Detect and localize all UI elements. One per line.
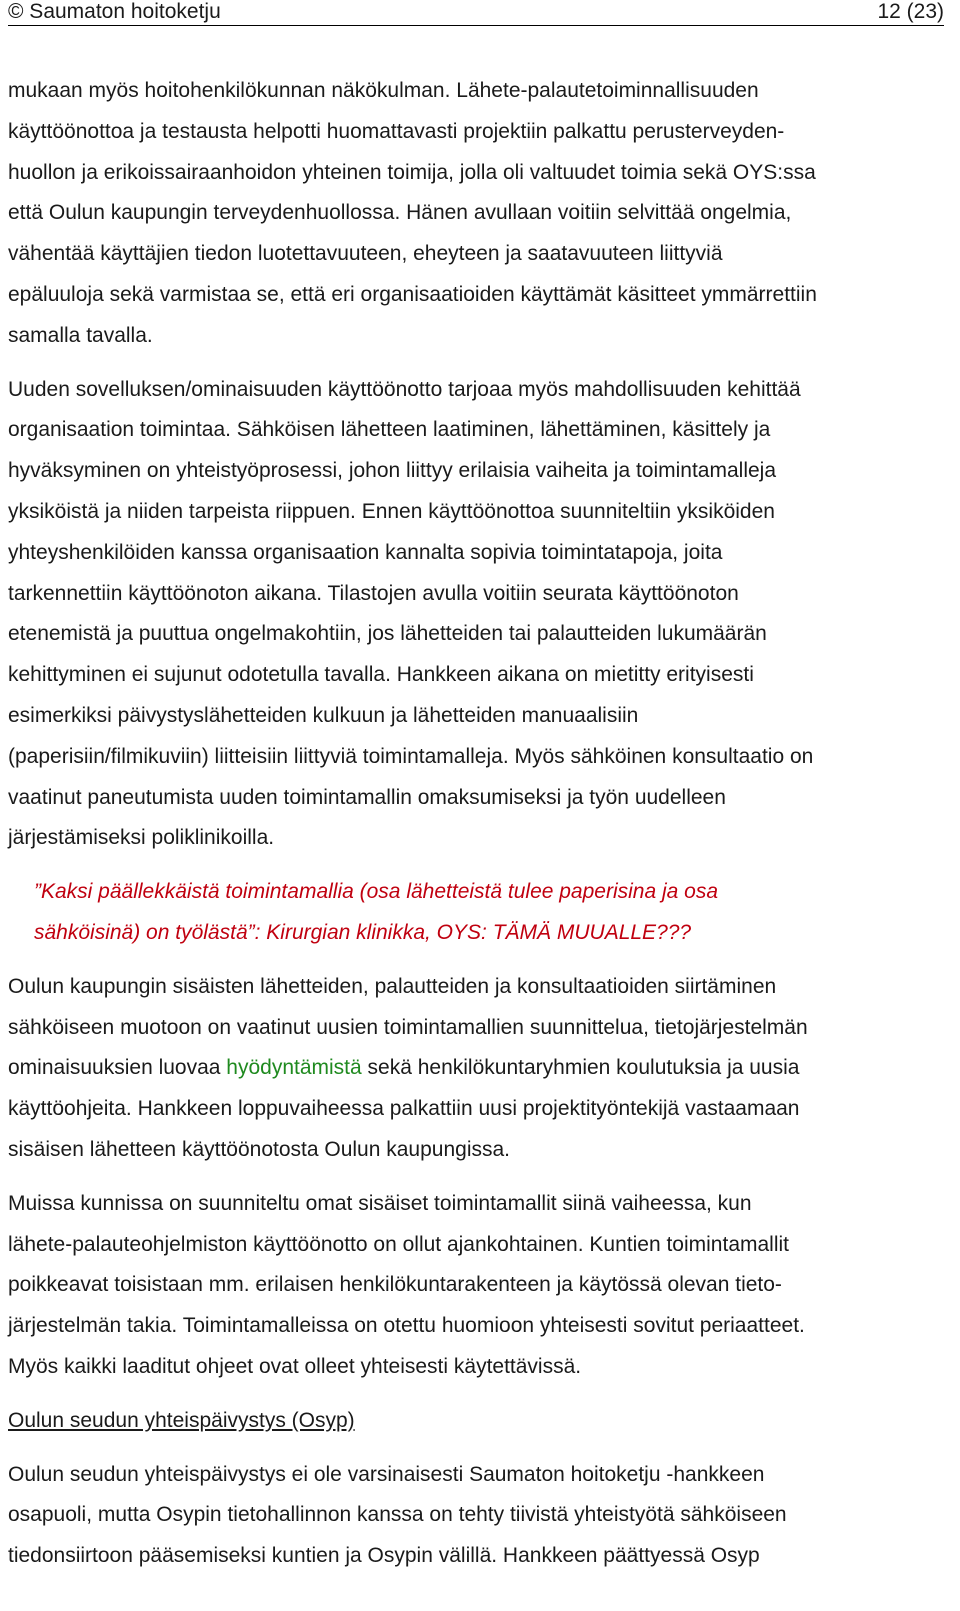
paragraph-2 [8,370,928,860]
section-heading: Oulun seudun yhteispäivystys (Osyp) [8,1408,355,1432]
text-line: poikkeavat toisistaan mm. erilaisen henkilökuntarakenteen ja käytössä olevan tieto- [8,1273,782,1297]
text-line: Muissa kunnissa on suunniteltu omat sisäiset toimintamallit siinä vaiheessa, kun [8,1191,752,1215]
text-line: tiedonsiirtoon pääsemiseksi kuntien ja Osypin välillä. Hankkeen päättyessä Osyp [8,1544,760,1568]
text-line [8,1048,928,1089]
page-number: 12 (23) [877,0,944,23]
text-line: Uuden sovelluksen/ominaisuuden käyttöönotto tarjoaa myös mahdollisuuden kehittää [8,377,801,401]
text-line: käyttöohjeita. Hankkeen loppuvaiheessa palkattiin uusi projektityöntekijä vastaamaan [8,1097,800,1121]
text-line: vähentää käyttäjien tiedon luotettavuuteen, eheyteen ja saatavuuteen liittyviä [8,242,723,266]
text-line: sisäisen lähetteen käyttöönotosta Oulun kaupungissa. [8,1137,511,1161]
text-line: käyttöönottoa ja testausta helpotti huomattavasti projektiin palkattu perusterveyden- [8,119,785,143]
quote-comment [8,872,928,954]
text-line: Oulun kaupungin sisäisten lähetteiden, palautteiden ja konsultaatioiden siirtäminen [8,974,777,998]
text-line: yhteyshenkilöiden kanssa organisaation kannalta sopivia toimintatapoja, joita [8,540,723,564]
text-line: yksiköistä ja niiden tarpeista riippuen. Ennen käyttöönottoa suunniteltiin yksiköiden [8,499,775,523]
highlighted-word: hyödyntämistä [226,1056,362,1080]
document-title: © Saumaton hoitoketju [8,0,221,23]
paragraph-5 [8,1455,928,1577]
text-line: etenemistä ja puuttua ongelmakohtiin, jos lähetteiden tai palautteiden lukumäärän [8,622,767,646]
paragraph-1 [8,71,928,357]
paragraph-4 [8,1184,928,1388]
quote-line: ”Kaksi päällekkäistä toimintamallia (osa lähetteistä tulee paperisina ja osa [34,880,719,904]
text-line: hyväksyminen on yhteistyöprosessi, johon liittyy erilaisia vaiheita ja toimintamalleja [8,459,777,483]
text-line: mukaan myös hoitohenkilökunnan näkökulman. Lähete-palautetoiminnallisuuden [8,79,759,102]
quote-line: sähköisinä) on työlästä”: Kirurgian klinikka, OYS: TÄMÄ MUUALLE??? [34,920,692,944]
text-line: että Oulun kaupungin terveydenhuollossa. Hänen avullaan voitiin selvittää ongelmia, [8,201,792,225]
page-header [8,0,944,26]
text-line: epäluuloja sekä varmistaa se, että eri organisaatioiden käyttämät käsitteet ymmärrettiin [8,282,817,306]
text-line: Myös kaikki laaditut ohjeet ovat olleet yhteisesti käytettävissä. [8,1354,582,1378]
document-body [8,71,928,1590]
text-line: vaatinut paneutumista uuden toimintamallin omaksumiseksi ja työn uudelleen [8,785,726,809]
text-line: esimerkiksi päivystyslähetteiden kulkuun ja lähetteiden manuaalisiin [8,703,639,727]
text-line: lähete-palauteohjelmiston käyttöönotto on ollut ajankohtainen. Kuntien toimintamallit [8,1232,789,1256]
text-line: järjestämiseksi poliklinikoilla. [8,826,275,850]
paragraph-3 [8,967,928,1171]
text-line: Oulun seudun yhteispäivystys ei ole varsinaisesti Saumaton hoitoketju -hankkeen [8,1462,765,1486]
text-line: tarkennettiin käyttöönoton aikana. Tilastojen avulla voitiin seurata käyttöönoton [8,581,739,605]
text-line: osapuoli, mutta Osypin tietohallinnon kanssa on tehty tiivistä yhteistyötä sähköiseen [8,1503,787,1527]
text-segment: ominaisuuksien luovaa [8,1056,227,1080]
text-line: kehittyminen ei sujunut odotetulla tavalla. Hankkeen aikana on mietitty erityisesti [8,663,754,687]
text-line: huollon ja erikoissairaanhoidon yhteinen toimija, jolla oli valtuudet toimia sekä OYS:ssa [8,160,816,184]
text-line: sähköiseen muotoon on vaatinut uusien toimintamallien suunnittelua, tietojärjestelmän [8,1015,808,1039]
text-line: organisaation toimintaa. Sähköisen lähetteen laatiminen, lähettäminen, käsittely ja [8,418,771,442]
text-segment: sekä henkilökuntaryhmien koulutuksia ja uusia [361,1056,800,1080]
text-line: (paperisiin/filmikuviin) liitteisiin liittyviä toimintamalleja. Myös sähköinen konsultaatio on [8,744,814,768]
text-line: järjestelmän takia. Toimintamalleissa on otettu huomioon yhteisesti sovitut periaatteet. [8,1314,805,1338]
text-line: samalla tavalla. [8,323,153,347]
